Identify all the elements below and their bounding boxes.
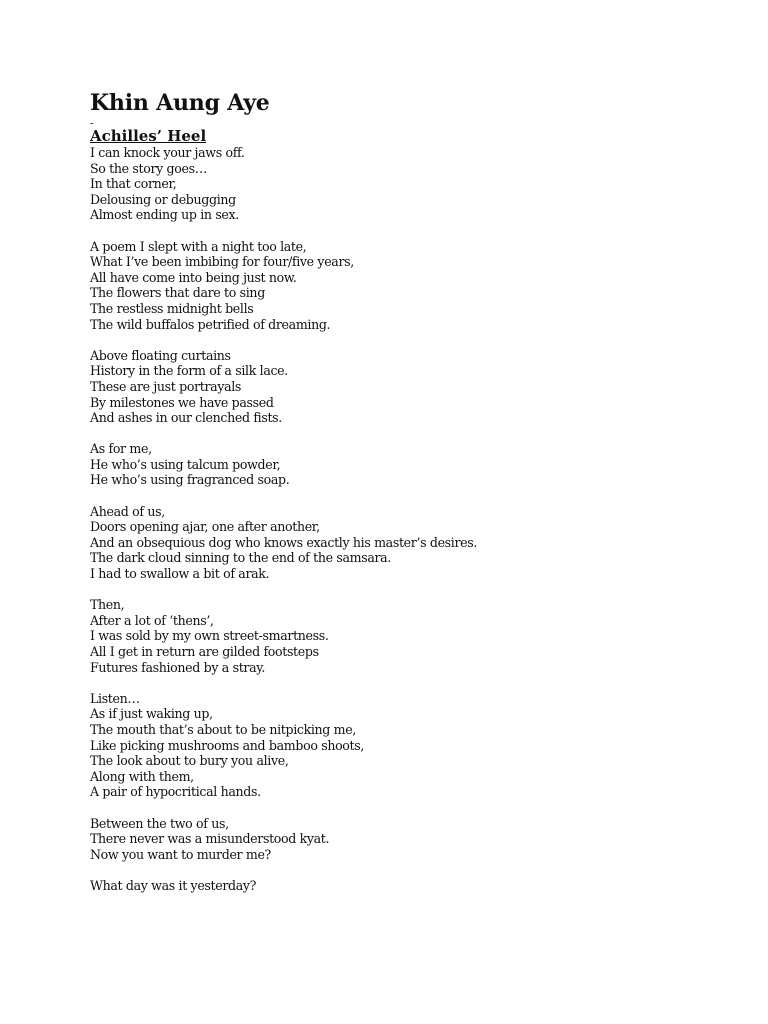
poem-line: Along with them,: [90, 768, 194, 784]
poem-stanza: [90, 145, 730, 223]
poem-line: After a lot of ‘thens’,: [90, 612, 214, 628]
poem-line: There never was a misunderstood kyat.: [90, 831, 330, 847]
poem-line: The flowers that dare to sing: [90, 285, 265, 301]
poem-line: I had to swallow a bit of arak.: [90, 566, 270, 582]
poem-stanza: [90, 816, 730, 863]
poem-line: And an obsequious dog who knows exactly his master’s desires.: [90, 534, 478, 550]
poem-line: Then,: [90, 597, 125, 613]
poem-line: I was sold by my own street-smartness.: [90, 628, 329, 644]
poem-line: I can knock your jaws off.: [90, 145, 245, 160]
poem-line: All have come into being just now.: [90, 269, 297, 285]
author-name: Khin Aung Aye: [90, 90, 270, 116]
poem-stanza: [90, 239, 730, 333]
poem-stanza: [90, 504, 730, 582]
poem-line: All I get in return are gilded footsteps: [90, 644, 319, 659]
poem-stanza: [90, 597, 730, 675]
poem-line: Like picking mushrooms and bamboo shoots,: [90, 737, 365, 753]
poem-line: What day was it yesterday?: [90, 877, 257, 893]
poem-line: And ashes in our clenched fists.: [90, 410, 282, 426]
poem-line: The dark cloud sinning to the end of the samsara.: [90, 550, 391, 566]
poem-line: The restless midnight bells: [90, 300, 254, 316]
poem-stanza: [90, 878, 730, 894]
poem-stanza: [90, 348, 730, 426]
poem-line: Between the two of us,: [90, 815, 229, 831]
poem-line: Above floating curtains: [90, 347, 231, 363]
poem-line: As if just waking up,: [90, 706, 213, 722]
poem-line: Delousing or debugging: [90, 191, 236, 207]
poem-line: What I’ve been imbibing for four/five years,: [90, 254, 354, 270]
stray-mark: -: [90, 118, 94, 129]
poem-line: As for me,: [90, 441, 152, 457]
poem-title: Achilles’ Heel: [90, 127, 207, 145]
poem-line: He who’s using fragranced soap.: [90, 472, 290, 488]
poem-line: The mouth that’s about to be nitpicking me,: [90, 721, 357, 737]
poem-line: He who’s using talcum powder,: [90, 456, 281, 472]
poem-line: The look about to bury you alive,: [90, 753, 289, 769]
poem-line: These are just portrayals: [90, 378, 242, 394]
poem-line: So the story goes…: [90, 160, 207, 176]
poem-line: Ahead of us,: [90, 503, 165, 519]
poem-line: A pair of hypocritical hands.: [90, 784, 261, 800]
poem-line: Now you want to murder me?: [90, 846, 271, 862]
poem-line: Almost ending up in sex.: [90, 207, 239, 223]
poem-body: [90, 145, 730, 894]
poem-line: A poem I slept with a night too late,: [90, 238, 307, 254]
poem-line: Doors opening ajar, one after another,: [90, 519, 320, 535]
poem-line: History in the form of a silk lace.: [90, 363, 288, 379]
poem-line: Listen…: [90, 690, 140, 706]
poem-stanza: [90, 441, 730, 488]
poem-line: By milestones we have passed: [90, 394, 274, 410]
poem-line: The wild buffalos petrified of dreaming.: [90, 316, 331, 332]
poem-stanza: [90, 691, 730, 800]
poem-line: Futures fashioned by a stray.: [90, 659, 265, 675]
document-page: [90, 88, 730, 909]
poem-line: In that corner,: [90, 176, 177, 192]
